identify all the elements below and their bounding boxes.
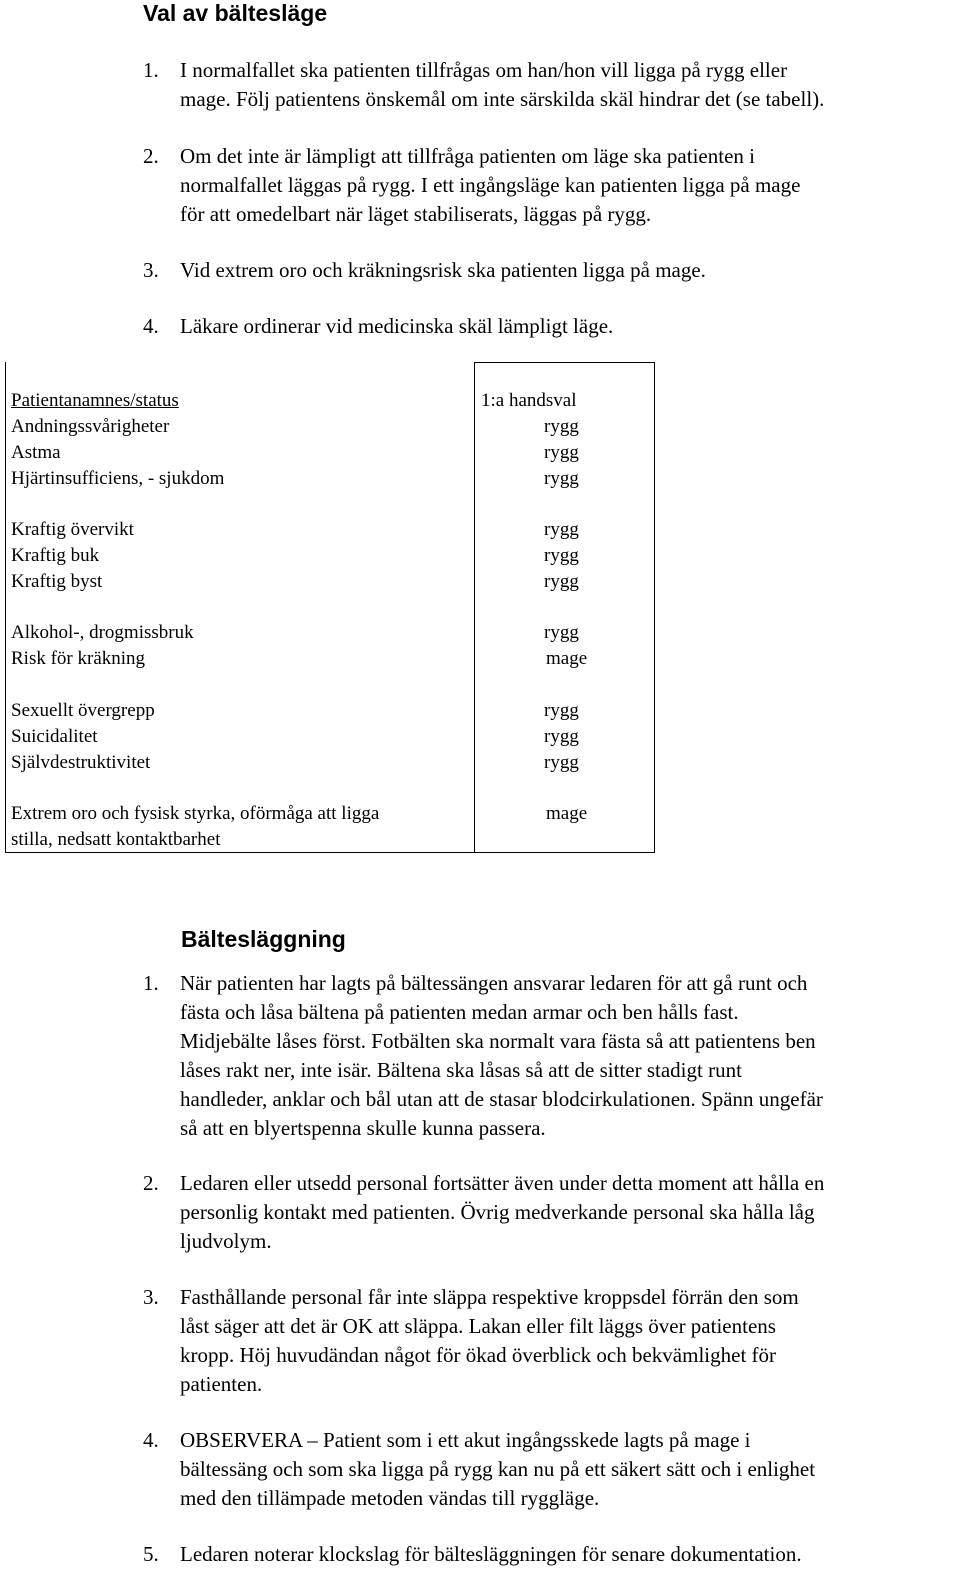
table-cell-choice: mage — [546, 648, 588, 669]
list-text-line: med den tillämpade metoden vändas till ryggläge. — [180, 1486, 600, 1510]
table-cell-choice: rygg — [544, 726, 579, 747]
list-item — [143, 256, 943, 285]
list-text-line: När patienten har lagts på bältessängen ansvarar ledaren för att gå runt och — [180, 971, 808, 995]
list-number: 1. — [143, 58, 159, 82]
list-number: 2. — [143, 144, 159, 168]
list-text-line: låses rakt ner, inte isär. Bältena ska låsas så att de sitter stadigt runt — [180, 1058, 742, 1082]
list-item — [143, 56, 943, 114]
table-cell-status: Kraftig buk — [11, 545, 100, 566]
list-text-line: kropp. Höj huvudändan något för ökad överblick och bekvämlighet för — [180, 1343, 777, 1367]
list-number: 4. — [143, 314, 159, 338]
list-item — [143, 312, 943, 341]
table-cell-choice: rygg — [544, 468, 579, 489]
list-text-line: Midjebälte låses först. Fotbälten ska normalt vara fästa så att patientens ben — [180, 1029, 816, 1053]
table-cell-status: Extrem oro och fysisk styrka, oförmåga att ligga — [11, 803, 380, 824]
table-cell-choice: rygg — [544, 700, 579, 721]
list-text-line: personlig kontakt med patienten. Övrig medverkande personal ska hålla låg — [180, 1200, 815, 1224]
table-cell-status: Alkohol-, drogmissbruk — [11, 622, 194, 643]
list-text-line: Vid extrem oro och kräkningsrisk ska patienten ligga på mage. — [180, 258, 706, 282]
list-text-line: så att en blyertspenna skulle kunna passera. — [180, 1116, 546, 1140]
table-cell-choice: rygg — [544, 416, 579, 437]
list-item — [143, 1283, 953, 1399]
table-cell-choice: rygg — [544, 442, 579, 463]
list-text-line: normalfallet läggas på rygg. I ett ingångsläge kan patienten ligga på mage — [180, 173, 801, 197]
list-text-line: Läkare ordinerar vid medicinska skäl lämpligt läge. — [180, 314, 614, 338]
list-item — [143, 1540, 953, 1569]
section-heading-val-av-baltesläge: Val av bältesläge — [143, 0, 328, 26]
table-cell-status: Hjärtinsufficiens, - sjukdom — [11, 468, 225, 489]
list-text-line: låst säger att det är OK att släppa. Lakan eller filt läggs över patientens — [180, 1314, 776, 1338]
list-text-line: Ledaren eller utsedd personal fortsätter även under detta moment att hålla en — [180, 1171, 825, 1195]
list-text-line: för att omedelbart när läget stabiliserats, läggas på rygg. — [180, 202, 652, 226]
list-text-line: Ledaren noterar klockslag för bältesläggningen för senare dokumentation. — [180, 1542, 802, 1566]
list-text-line: I normalfallet ska patienten tillfrågas om han/hon vill ligga på rygg eller — [180, 58, 788, 82]
list-text-line: ljudvolym. — [180, 1229, 272, 1253]
list-text-line: bältessäng och som ska ligga på rygg kan nu på ett säkert sätt och i enlighet — [180, 1457, 816, 1481]
table-cell-choice: rygg — [544, 622, 579, 643]
list-number: 1. — [143, 971, 159, 995]
list-item — [143, 1426, 953, 1513]
table-cell-status: Risk för kräkning — [11, 648, 146, 669]
table-header-choice: 1:a handsval — [481, 390, 577, 411]
table-cell-status: Astma — [11, 442, 61, 463]
list-number: 2. — [143, 1171, 159, 1195]
table-cell-choice: rygg — [544, 545, 579, 566]
list-item — [143, 1169, 953, 1256]
list-text-line: handleder, anklar och bål utan att de stasar blodcirkulationen. Spänn ungefär — [180, 1087, 823, 1111]
section-heading-baltesläggning: Bältesläggning — [181, 926, 346, 952]
list-item — [143, 142, 943, 229]
table-cell-choice: rygg — [544, 519, 579, 540]
list-text-line: mage. Följ patientens önskemål om inte särskilda skäl hindrar det (se tabell). — [180, 87, 825, 111]
list-text-line: patienten. — [180, 1372, 263, 1396]
list-text-line: Fasthållande personal får inte släppa respektive kroppsdel förrän den som — [180, 1285, 799, 1309]
table-cell-status: Suicidalitet — [11, 726, 98, 747]
table-cell-choice: mage — [546, 803, 588, 824]
list-number: 3. — [143, 258, 159, 282]
table-cell-status: Andningssvårigheter — [11, 416, 170, 437]
list-number: 4. — [143, 1428, 159, 1452]
list-number: 5. — [143, 1542, 159, 1566]
table-cell-choice: rygg — [544, 571, 579, 592]
list-number: 3. — [143, 1285, 159, 1309]
list-text-line: Om det inte är lämpligt att tillfråga patienten om läge ska patienten i — [180, 144, 755, 168]
table-cell-status: Självdestruktivitet — [11, 752, 151, 773]
table-cell-status: Sexuellt övergrepp — [11, 700, 155, 721]
table-header-status: Patientanamnes/status — [11, 390, 179, 411]
list-text-line: OBSERVERA – Patient som i ett akut ingångsskede lagts på mage i — [180, 1428, 751, 1452]
table-cell-choice: rygg — [544, 752, 579, 773]
list-item — [143, 969, 953, 1143]
list-text-line: fästa och låsa bältena på patienten medan armar och ben hålls fast. — [180, 1000, 739, 1024]
table-cell-status: stilla, nedsatt kontaktbarhet — [11, 829, 221, 850]
table-cell-status: Kraftig byst — [11, 571, 103, 592]
table-cell-status: Kraftig övervikt — [11, 519, 134, 540]
